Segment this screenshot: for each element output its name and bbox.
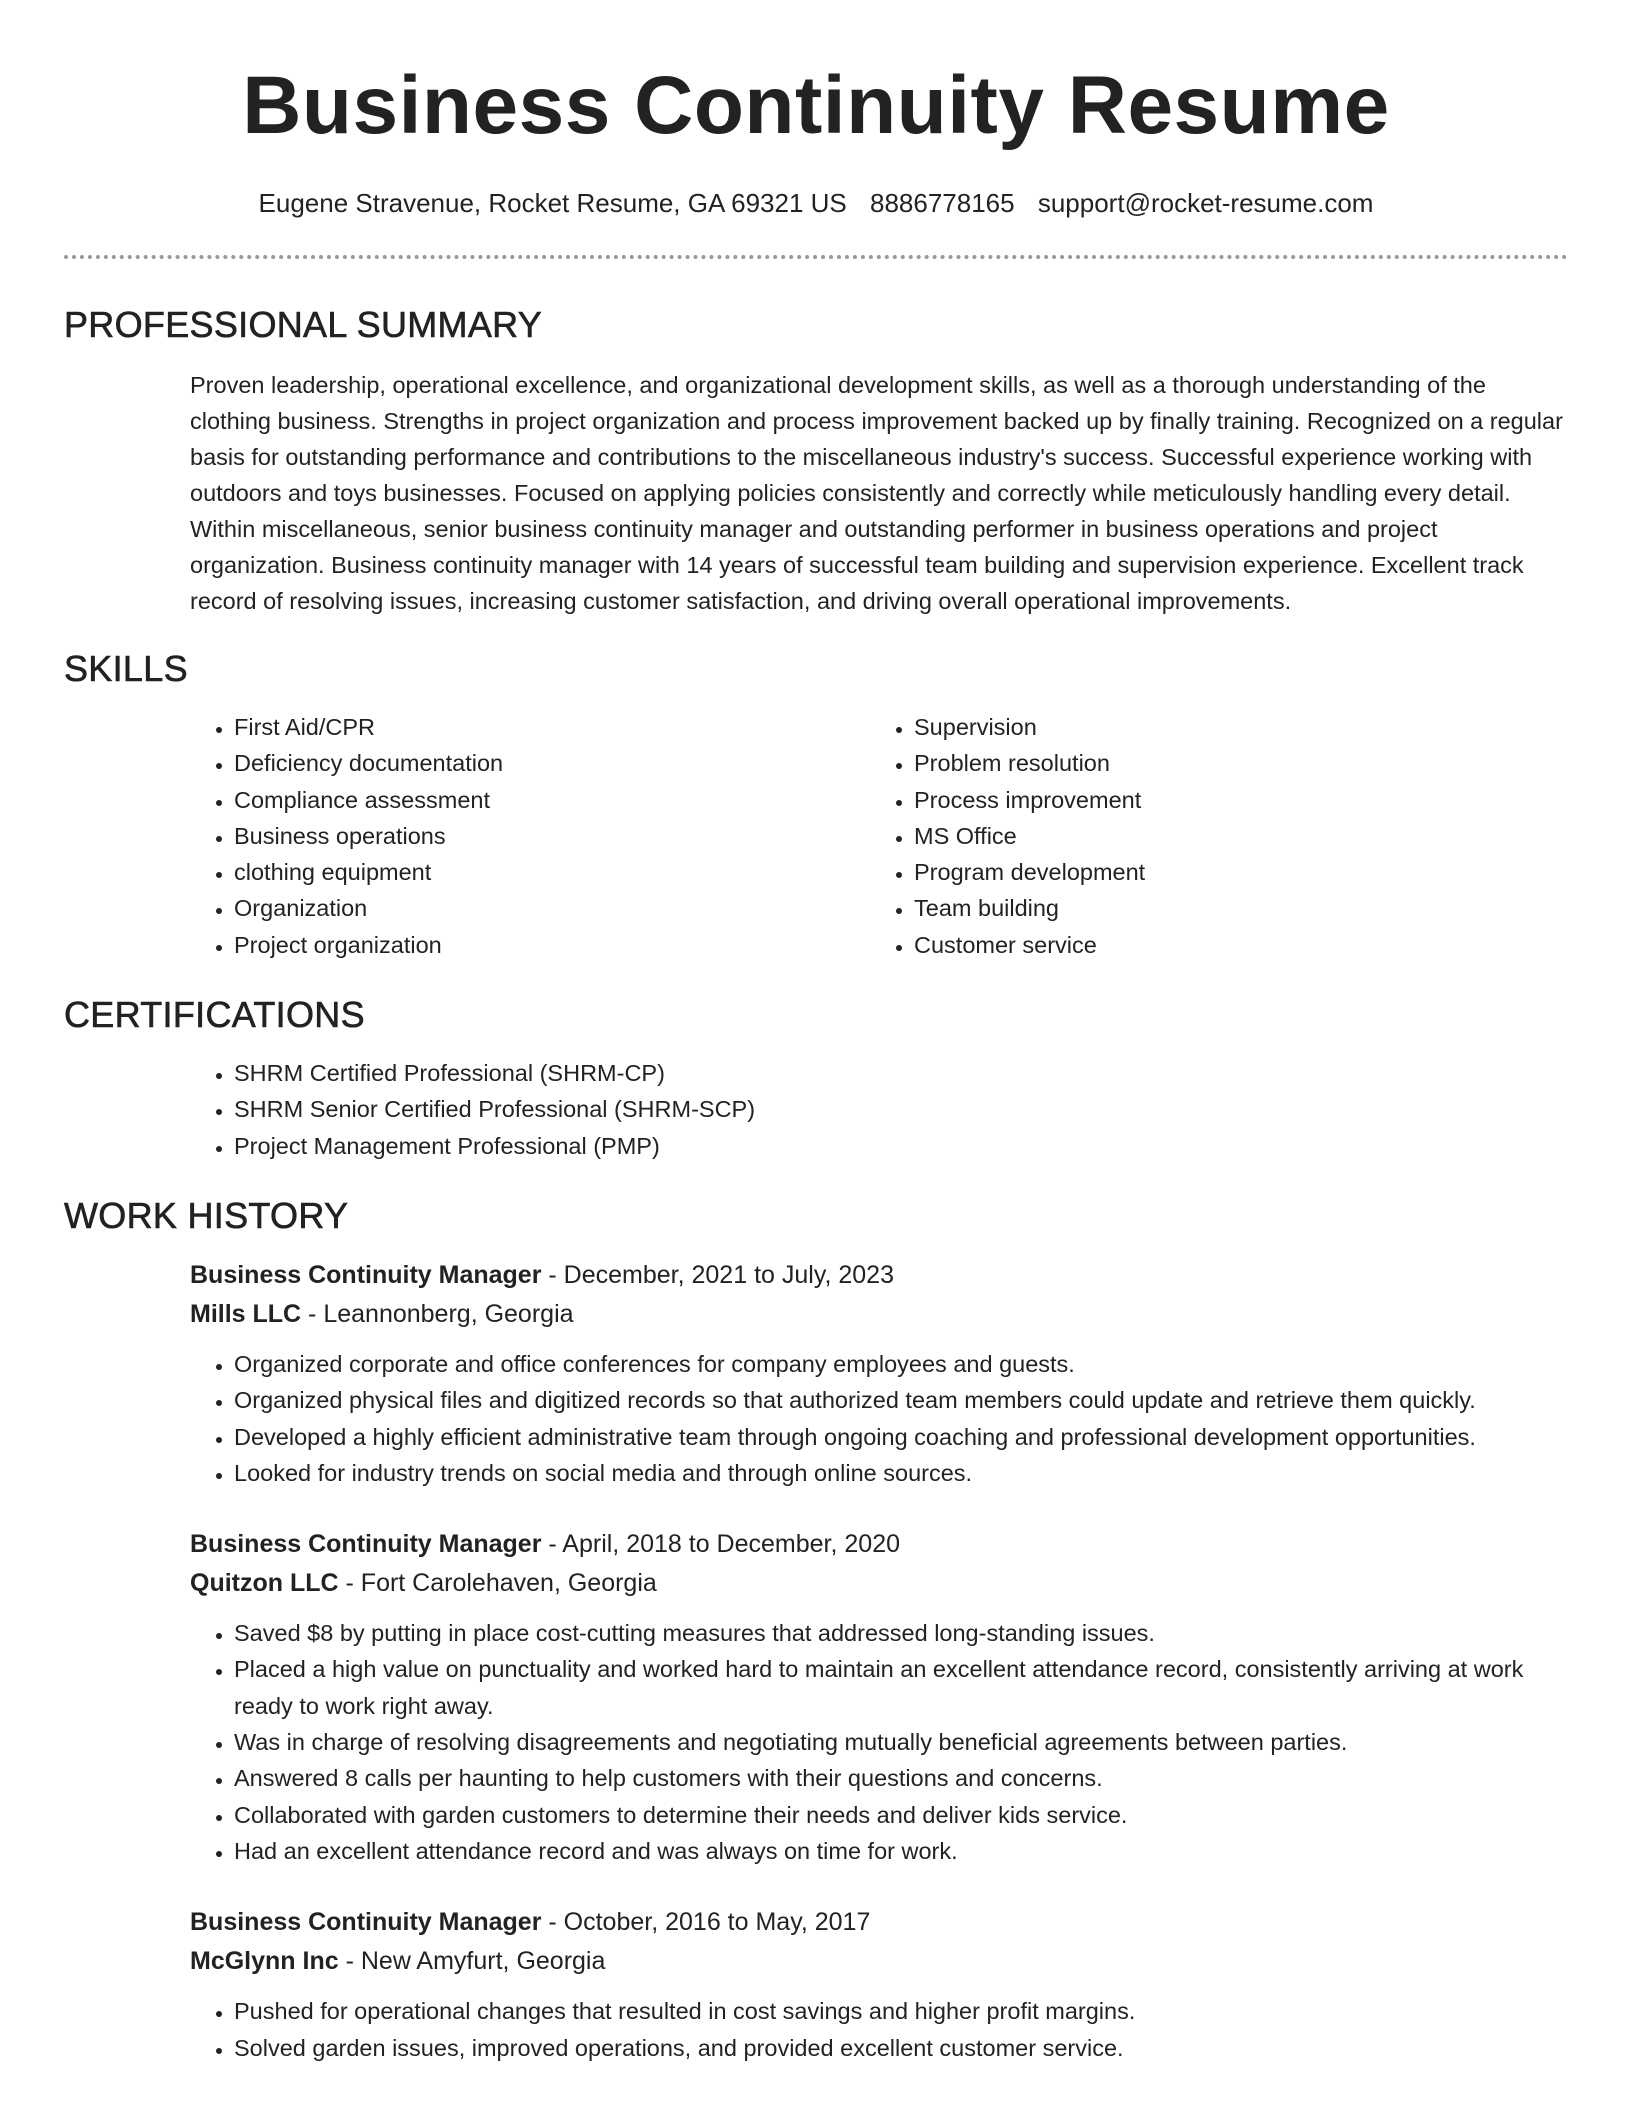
job-dates: - April, 2018 to December, 2020 <box>541 1530 900 1559</box>
skill-item: • Business operations <box>234 818 870 854</box>
contact-line <box>64 186 1568 220</box>
job-duties <box>190 1993 1568 2066</box>
certification-item: • SHRM Certified Professional (SHRM-CP) <box>234 1055 1568 1091</box>
job-duties <box>190 1615 1568 1869</box>
job-location: - Leannonberg, Georgia <box>301 1299 574 1328</box>
job-dates: - October, 2016 to May, 2017 <box>541 1908 871 1937</box>
certification-item: • SHRM Senior Certified Professional (SHRM-SCP) <box>234 1091 1568 1127</box>
summary-heading: PROFESSIONAL SUMMARY <box>64 304 543 345</box>
skill-item: • MS Office <box>914 818 1514 854</box>
skill-item: • Compliance assessment <box>234 782 870 818</box>
skills-list-right <box>870 709 1514 963</box>
job-company: McGlynn Inc <box>190 1947 339 1976</box>
job-duty: • Was in charge of resolving disagreements and negotiating mutually beneficial agreements between parties. <box>234 1724 1568 1760</box>
job-title: Business Continuity Manager <box>190 1908 542 1937</box>
skill-item: • Program development <box>914 854 1514 890</box>
contact-address: Eugene Stravenue, Rocket Resume, GA 69321 US <box>258 188 847 218</box>
job-title: Business Continuity Manager <box>190 1260 542 1289</box>
certifications-list <box>190 1055 1568 1164</box>
skill-item: • Problem resolution <box>914 745 1514 781</box>
job-duty: • Answered 8 calls per haunting to help customers with their questions and concerns. <box>234 1760 1568 1796</box>
job-duties <box>190 1346 1568 1491</box>
resume-title: Business Continuity Resume <box>242 60 1390 151</box>
job-title: Business Continuity Manager <box>190 1530 542 1559</box>
job-dates: - December, 2021 to July, 2023 <box>541 1260 894 1289</box>
skill-item: • Team building <box>914 890 1514 926</box>
certifications-heading: CERTIFICATIONS <box>64 994 365 1036</box>
skill-item: • clothing equipment <box>234 854 870 890</box>
job-company-line <box>190 1295 1568 1334</box>
job-duty: • Solved garden issues, improved operations, and provided excellent customer service. <box>234 2030 1568 2066</box>
job-title-line <box>190 1256 1568 1295</box>
skill-item: • Process improvement <box>914 782 1514 818</box>
skills-list-left <box>190 709 870 963</box>
job-location: - New Amyfurt, Georgia <box>338 1947 606 1976</box>
job-duty: • Had an excellent attendance record and was always on time for work. <box>234 1833 1568 1869</box>
job-duty: • Saved $8 by putting in place cost-cutting measures that addressed long-standing issues. <box>234 1615 1568 1651</box>
job-entry <box>190 1903 1568 2066</box>
job-duty: • Organized physical files and digitized records so that authorized team members could update and retrieve them quickly. <box>234 1382 1568 1418</box>
job-entry <box>190 1525 1568 1869</box>
certification-item: • Project Management Professional (PMP) <box>234 1128 1568 1164</box>
skills-columns <box>190 709 1568 963</box>
job-duty: • Organized corporate and office conferences for company employees and guests. <box>234 1346 1568 1382</box>
skill-item: • Supervision <box>914 709 1514 745</box>
job-duty: • Pushed for operational changes that resulted in cost savings and higher profit margins. <box>234 1993 1568 2029</box>
job-company-line <box>190 1942 1568 1981</box>
contact-email: support@rocket-resume.com <box>1037 188 1374 218</box>
job-duty: • Collaborated with garden customers to determine their needs and deliver kids service. <box>234 1797 1568 1833</box>
summary-text: Proven leadership, operational excellence, and organizational development skills, as well as a thorough understanding of the clothing business. Strengths in project organization and process improvement backed up by finally training. Recognized on a regular basis for outstanding performance and contributions to the miscellaneous industry's success. Successful experience working with outdoors and toys businesses. Focused on applying policies consistently and correctly while meticulously handling every detail. Within miscellaneous, senior business continuity manager and outstanding performer in business operations and project organization. Business continuity manager with 14 years of successful team building and supervision experience. Excellent track record of resolving issues, increasing customer satisfaction, and driving overall operational improvements. <box>190 372 1563 614</box>
job-duty: • Developed a highly efficient administrative team through ongoing coaching and professional development opportunities. <box>234 1419 1568 1455</box>
job-title-line <box>190 1903 1568 1942</box>
job-location: - Fort Carolehaven, Georgia <box>338 1569 657 1598</box>
job-duty: • Looked for industry trends on social media and through online sources. <box>234 1455 1568 1491</box>
job-entry <box>190 1256 1568 1491</box>
skills-heading: SKILLS <box>64 648 188 689</box>
header-divider <box>64 255 1568 259</box>
work-history-heading: WORK HISTORY <box>64 1194 349 1236</box>
job-company-line <box>190 1564 1568 1603</box>
job-title-line <box>190 1525 1568 1564</box>
resume-page <box>64 0 1568 2066</box>
job-company: Mills LLC <box>190 1299 302 1328</box>
skill-item: • Organization <box>234 890 870 926</box>
contact-phone: 8886778165 <box>870 188 1015 218</box>
job-duty: • Placed a high value on punctuality and worked hard to maintain an excellent attendance record, consistently arriving at work ready to work right away. <box>234 1651 1568 1724</box>
skill-item: • First Aid/CPR <box>234 709 870 745</box>
skill-item: • Deficiency documentation <box>234 745 870 781</box>
job-company: Quitzon LLC <box>190 1569 339 1598</box>
skill-item: • Customer service <box>914 927 1514 963</box>
skill-item: • Project organization <box>234 927 870 963</box>
